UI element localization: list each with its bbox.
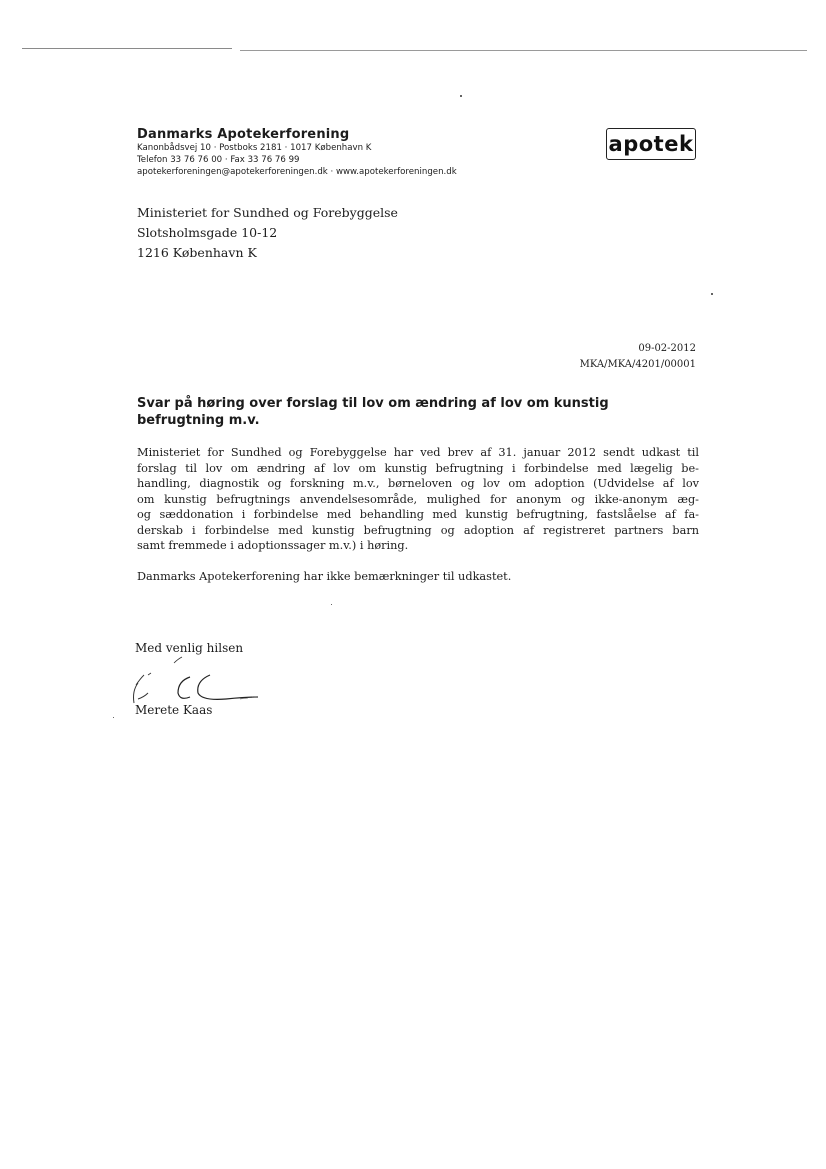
body-paragraph: Danmarks Apotekerforening har ikke bemærkninger til udkastet. (137, 569, 512, 583)
letter-subject: Svar på høring over forslag til lov om ændring af lov om kunstig befrugtning m.v. (137, 396, 609, 428)
scan-artifact-line (240, 50, 807, 51)
letter-body (137, 445, 699, 584)
recipient-line: Slotsholmsgade 10-12 (137, 225, 278, 240)
body-paragraph (137, 445, 699, 554)
body-line: samt fremmede i adoptionssager m.v.) i høring. (137, 539, 409, 552)
body-line: forslag til lov om ændring af lov om kunstig befrugtning i forbindelse med lægelig be- (137, 461, 699, 475)
letter-meta (580, 341, 696, 372)
recipient-line: 1216 København K (137, 245, 257, 260)
closing-phrase: Med venlig hilsen (135, 641, 244, 655)
body-line: om kunstig befrugtnings anvendelsesområde, mulighed for anonym og ikke-anonym æg- (137, 492, 699, 506)
letterhead (137, 128, 457, 178)
body-line: Ministeriet for Sundhed og Forebyggelse har ved brev af 31. januar 2012 sendt udkast til (137, 446, 699, 459)
scan-speck (113, 717, 114, 718)
letter-date: 09-02-2012 (638, 343, 696, 354)
scan-speck (460, 95, 462, 97)
body-line: og sæddonation i forbindelse med behandling med kunstig befrugtning, fastslåelse af fa- (137, 508, 699, 521)
body-line: derskab i forbindelse med kunstig befrugtning og adoption af registreret partners barn (137, 523, 699, 537)
scan-speck (331, 604, 332, 605)
apotek-logo: apotek (606, 128, 696, 160)
letter-reference: MKA/MKA/4201/00001 (579, 358, 696, 370)
recipient-address (137, 203, 398, 263)
body-line: handling, diagnostik og forskning m.v., børneloven og lov om adoption (Udvidelse af lov (137, 477, 699, 490)
recipient-line: Ministeriet for Sundhed og Forebyggelse (137, 205, 398, 220)
handwritten-signature (118, 655, 268, 707)
sender-address: Kanonbådsvej 10 · Postboks 2181 · 1017 København K (137, 143, 372, 153)
scan-speck (711, 293, 713, 295)
sender-phone-fax: Telefon 33 76 76 00 · Fax 33 76 76 99 (137, 155, 300, 165)
sender-name: Danmarks Apotekerforening (137, 127, 350, 142)
scan-artifact-line (22, 48, 232, 49)
signer-name: Merete Kaas (135, 703, 213, 717)
sender-email-web: apotekerforeningen@apotekerforeningen.dk · www.apotekerforeningen.dk (137, 167, 457, 177)
